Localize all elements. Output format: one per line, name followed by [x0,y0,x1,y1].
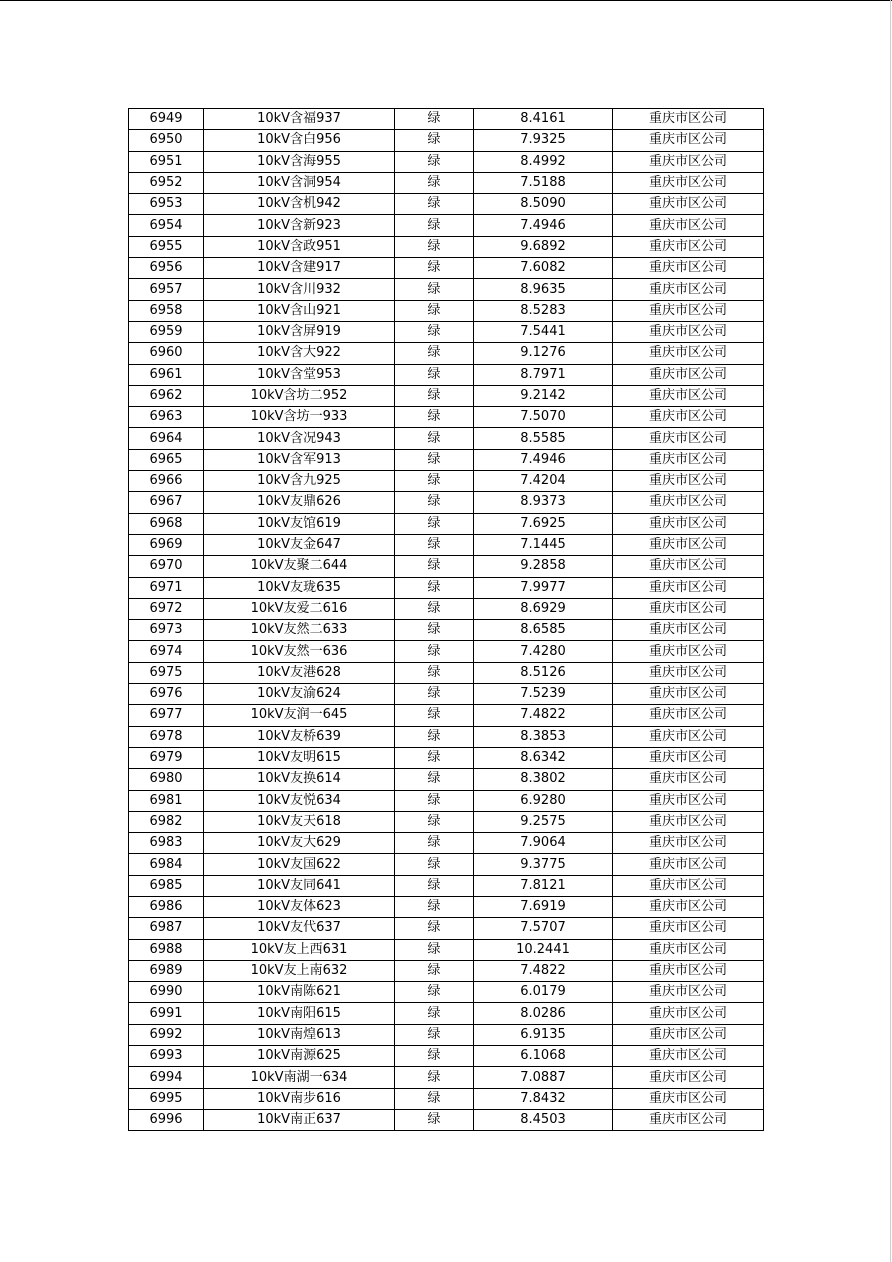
company-cell: 重庆市区公司 [613,556,764,577]
status-cell: 绿 [395,982,474,1003]
table-row [129,471,764,492]
status-cell: 绿 [395,641,474,662]
page-top-border [0,0,892,1]
status-cell: 绿 [395,385,474,406]
value-cell: 7.1445 [474,534,613,555]
table-row [129,151,764,172]
company-cell: 重庆市区公司 [613,918,764,939]
row-id-cell: 6983 [129,833,204,854]
value-cell: 8.4992 [474,151,613,172]
row-id-cell: 6966 [129,471,204,492]
company-cell: 重庆市区公司 [613,428,764,449]
table-row [129,684,764,705]
value-cell: 8.6929 [474,598,613,619]
status-cell: 绿 [395,300,474,321]
line-name-cell: 10kV含海955 [204,151,395,172]
company-cell: 重庆市区公司 [613,620,764,641]
company-cell: 重庆市区公司 [613,854,764,875]
company-cell: 重庆市区公司 [613,343,764,364]
line-name-cell: 10kV友金647 [204,534,395,555]
table-row [129,449,764,470]
status-cell: 绿 [395,194,474,215]
row-id-cell: 6954 [129,215,204,236]
status-cell: 绿 [395,662,474,683]
line-name-cell: 10kV含坊一933 [204,407,395,428]
status-cell: 绿 [395,215,474,236]
row-id-cell: 6965 [129,449,204,470]
row-id-cell: 6990 [129,982,204,1003]
row-id-cell: 6968 [129,513,204,534]
company-cell: 重庆市区公司 [613,1003,764,1024]
line-name-cell: 10kV含洞954 [204,172,395,193]
company-cell: 重庆市区公司 [613,215,764,236]
company-cell: 重庆市区公司 [613,172,764,193]
table-row [129,854,764,875]
line-name-cell: 10kV含军913 [204,449,395,470]
table-row [129,598,764,619]
company-cell: 重庆市区公司 [613,598,764,619]
line-name-cell: 10kV友体623 [204,896,395,917]
status-cell: 绿 [395,449,474,470]
row-id-cell: 6975 [129,662,204,683]
value-cell: 9.3775 [474,854,613,875]
status-cell: 绿 [395,513,474,534]
row-id-cell: 6987 [129,918,204,939]
table-row [129,321,764,342]
row-id-cell: 6984 [129,854,204,875]
line-name-cell: 10kV友渝624 [204,684,395,705]
table-row [129,109,764,130]
status-cell: 绿 [395,471,474,492]
status-cell: 绿 [395,747,474,768]
company-cell: 重庆市区公司 [613,833,764,854]
value-cell: 8.6585 [474,620,613,641]
line-data-table [128,108,764,1131]
table-row [129,577,764,598]
value-cell: 8.0286 [474,1003,613,1024]
status-cell: 绿 [395,343,474,364]
row-id-cell: 6967 [129,492,204,513]
row-id-cell: 6949 [129,109,204,130]
company-cell: 重庆市区公司 [613,385,764,406]
line-name-cell: 10kV友大629 [204,833,395,854]
row-id-cell: 6992 [129,1024,204,1045]
table-row [129,194,764,215]
row-id-cell: 6963 [129,407,204,428]
company-cell: 重庆市区公司 [613,684,764,705]
table-row [129,428,764,449]
status-cell: 绿 [395,1067,474,1088]
line-name-cell: 10kV友代637 [204,918,395,939]
value-cell: 7.6925 [474,513,613,534]
value-cell: 8.4161 [474,109,613,130]
status-cell: 绿 [395,321,474,342]
row-id-cell: 6996 [129,1109,204,1130]
line-name-cell: 10kV南正637 [204,1109,395,1130]
status-cell: 绿 [395,875,474,896]
value-cell: 9.6892 [474,236,613,257]
line-name-cell: 10kV含福937 [204,109,395,130]
status-cell: 绿 [395,769,474,790]
company-cell: 重庆市区公司 [613,1046,764,1067]
row-id-cell: 6959 [129,321,204,342]
value-cell: 7.8432 [474,1088,613,1109]
table-row [129,279,764,300]
line-name-cell: 10kV含况943 [204,428,395,449]
company-cell: 重庆市区公司 [613,151,764,172]
row-id-cell: 6981 [129,790,204,811]
table-row [129,258,764,279]
row-id-cell: 6952 [129,172,204,193]
value-cell: 7.9064 [474,833,613,854]
value-cell: 7.4280 [474,641,613,662]
value-cell: 8.4503 [474,1109,613,1130]
company-cell: 重庆市区公司 [613,300,764,321]
table-row [129,747,764,768]
status-cell: 绿 [395,1088,474,1109]
value-cell: 8.5126 [474,662,613,683]
line-name-cell: 10kV南源625 [204,1046,395,1067]
row-id-cell: 6970 [129,556,204,577]
value-cell: 7.0887 [474,1067,613,1088]
row-id-cell: 6962 [129,385,204,406]
status-cell: 绿 [395,833,474,854]
company-cell: 重庆市区公司 [613,960,764,981]
table-row [129,130,764,151]
value-cell: 7.4204 [474,471,613,492]
value-cell: 7.4946 [474,449,613,470]
value-cell: 8.9373 [474,492,613,513]
row-id-cell: 6957 [129,279,204,300]
table-row [129,513,764,534]
line-name-cell: 10kV友桥639 [204,726,395,747]
status-cell: 绿 [395,1024,474,1045]
row-id-cell: 6989 [129,960,204,981]
row-id-cell: 6991 [129,1003,204,1024]
row-id-cell: 6974 [129,641,204,662]
company-cell: 重庆市区公司 [613,1088,764,1109]
status-cell: 绿 [395,258,474,279]
line-name-cell: 10kV友悦634 [204,790,395,811]
status-cell: 绿 [395,854,474,875]
status-cell: 绿 [395,492,474,513]
company-cell: 重庆市区公司 [613,577,764,598]
value-cell: 7.5707 [474,918,613,939]
line-name-cell: 10kV友港628 [204,662,395,683]
table-row [129,172,764,193]
row-id-cell: 6951 [129,151,204,172]
row-id-cell: 6985 [129,875,204,896]
table-row [129,790,764,811]
row-id-cell: 6976 [129,684,204,705]
line-name-cell: 10kV含屏919 [204,321,395,342]
row-id-cell: 6958 [129,300,204,321]
table-row [129,236,764,257]
row-id-cell: 6950 [129,130,204,151]
line-name-cell: 10kV南陈621 [204,982,395,1003]
table-row [129,918,764,939]
value-cell: 8.7971 [474,364,613,385]
table-row [129,534,764,555]
line-name-cell: 10kV友同641 [204,875,395,896]
table-row [129,641,764,662]
table-row [129,215,764,236]
company-cell: 重庆市区公司 [613,896,764,917]
table-row [129,662,764,683]
value-cell: 9.1276 [474,343,613,364]
table-row [129,769,764,790]
status-cell: 绿 [395,577,474,598]
row-id-cell: 6960 [129,343,204,364]
status-cell: 绿 [395,918,474,939]
table-row [129,1024,764,1045]
line-name-cell: 10kV含九925 [204,471,395,492]
company-cell: 重庆市区公司 [613,236,764,257]
line-name-cell: 10kV友换614 [204,769,395,790]
value-cell: 7.9977 [474,577,613,598]
row-id-cell: 6955 [129,236,204,257]
status-cell: 绿 [395,428,474,449]
table-row [129,343,764,364]
line-name-cell: 10kV含政951 [204,236,395,257]
value-cell: 8.3802 [474,769,613,790]
table-row [129,1088,764,1109]
line-name-cell: 10kV含新923 [204,215,395,236]
line-name-cell: 10kV含山921 [204,300,395,321]
line-name-cell: 10kV友然一636 [204,641,395,662]
row-id-cell: 6971 [129,577,204,598]
company-cell: 重庆市区公司 [613,811,764,832]
value-cell: 6.0179 [474,982,613,1003]
table-row [129,492,764,513]
value-cell: 7.9325 [474,130,613,151]
line-name-cell: 10kV友润一645 [204,705,395,726]
value-cell: 6.9280 [474,790,613,811]
status-cell: 绿 [395,172,474,193]
table-row [129,939,764,960]
value-cell: 7.8121 [474,875,613,896]
table-body [129,109,764,1131]
row-id-cell: 6994 [129,1067,204,1088]
status-cell: 绿 [395,556,474,577]
company-cell: 重庆市区公司 [613,279,764,300]
line-name-cell: 10kV友珑635 [204,577,395,598]
status-cell: 绿 [395,790,474,811]
status-cell: 绿 [395,1109,474,1130]
value-cell: 7.4822 [474,705,613,726]
status-cell: 绿 [395,534,474,555]
status-cell: 绿 [395,726,474,747]
company-cell: 重庆市区公司 [613,492,764,513]
company-cell: 重庆市区公司 [613,534,764,555]
line-name-cell: 10kV含川932 [204,279,395,300]
line-name-cell: 10kV含堂953 [204,364,395,385]
table-row [129,364,764,385]
value-cell: 8.6342 [474,747,613,768]
company-cell: 重庆市区公司 [613,747,764,768]
company-cell: 重庆市区公司 [613,1067,764,1088]
value-cell: 6.1068 [474,1046,613,1067]
company-cell: 重庆市区公司 [613,513,764,534]
company-cell: 重庆市区公司 [613,769,764,790]
row-id-cell: 6961 [129,364,204,385]
line-name-cell: 10kV友然二633 [204,620,395,641]
line-name-cell: 10kV含大922 [204,343,395,364]
value-cell: 8.9635 [474,279,613,300]
table-row [129,1109,764,1130]
row-id-cell: 6982 [129,811,204,832]
status-cell: 绿 [395,684,474,705]
value-cell: 7.4946 [474,215,613,236]
line-name-cell: 10kV含坊二952 [204,385,395,406]
value-cell: 7.5239 [474,684,613,705]
row-id-cell: 6953 [129,194,204,215]
company-cell: 重庆市区公司 [613,407,764,428]
line-name-cell: 10kV含白956 [204,130,395,151]
row-id-cell: 6980 [129,769,204,790]
table-row [129,875,764,896]
company-cell: 重庆市区公司 [613,1024,764,1045]
value-cell: 7.5188 [474,172,613,193]
status-cell: 绿 [395,811,474,832]
status-cell: 绿 [395,151,474,172]
line-name-cell: 10kV友聚二644 [204,556,395,577]
page-right-border [890,0,891,1262]
row-id-cell: 6979 [129,747,204,768]
company-cell: 重庆市区公司 [613,130,764,151]
status-cell: 绿 [395,364,474,385]
value-cell: 9.2142 [474,385,613,406]
value-cell: 9.2575 [474,811,613,832]
row-id-cell: 6993 [129,1046,204,1067]
table-row [129,1046,764,1067]
table-row [129,620,764,641]
status-cell: 绿 [395,130,474,151]
line-name-cell: 10kV友天618 [204,811,395,832]
line-name-cell: 10kV南阳615 [204,1003,395,1024]
value-cell: 8.3853 [474,726,613,747]
table-row [129,300,764,321]
line-name-cell: 10kV友上南632 [204,960,395,981]
table-row [129,811,764,832]
status-cell: 绿 [395,598,474,619]
table-row [129,726,764,747]
company-cell: 重庆市区公司 [613,662,764,683]
company-cell: 重庆市区公司 [613,726,764,747]
row-id-cell: 6972 [129,598,204,619]
line-name-cell: 10kV南步616 [204,1088,395,1109]
company-cell: 重庆市区公司 [613,705,764,726]
table-row [129,960,764,981]
row-id-cell: 6986 [129,896,204,917]
line-name-cell: 10kV友爱二616 [204,598,395,619]
company-cell: 重庆市区公司 [613,258,764,279]
line-name-cell: 10kV含建917 [204,258,395,279]
company-cell: 重庆市区公司 [613,641,764,662]
company-cell: 重庆市区公司 [613,982,764,1003]
table-row [129,1067,764,1088]
value-cell: 9.2858 [474,556,613,577]
company-cell: 重庆市区公司 [613,364,764,385]
value-cell: 8.5090 [474,194,613,215]
status-cell: 绿 [395,279,474,300]
status-cell: 绿 [395,705,474,726]
row-id-cell: 6969 [129,534,204,555]
table-row [129,385,764,406]
row-id-cell: 6995 [129,1088,204,1109]
value-cell: 6.9135 [474,1024,613,1045]
status-cell: 绿 [395,236,474,257]
line-name-cell: 10kV友明615 [204,747,395,768]
table-row [129,896,764,917]
status-cell: 绿 [395,1003,474,1024]
line-name-cell: 10kV含机942 [204,194,395,215]
line-name-cell: 10kV友鼎626 [204,492,395,513]
table-row [129,705,764,726]
status-cell: 绿 [395,407,474,428]
company-cell: 重庆市区公司 [613,194,764,215]
status-cell: 绿 [395,109,474,130]
row-id-cell: 6956 [129,258,204,279]
table-row [129,1003,764,1024]
company-cell: 重庆市区公司 [613,875,764,896]
status-cell: 绿 [395,896,474,917]
status-cell: 绿 [395,939,474,960]
company-cell: 重庆市区公司 [613,1109,764,1130]
row-id-cell: 6973 [129,620,204,641]
status-cell: 绿 [395,1046,474,1067]
line-name-cell: 10kV友国622 [204,854,395,875]
table-row [129,982,764,1003]
company-cell: 重庆市区公司 [613,109,764,130]
status-cell: 绿 [395,620,474,641]
table-row [129,407,764,428]
company-cell: 重庆市区公司 [613,449,764,470]
value-cell: 7.4822 [474,960,613,981]
line-name-cell: 10kV友馆619 [204,513,395,534]
company-cell: 重庆市区公司 [613,790,764,811]
value-cell: 8.5585 [474,428,613,449]
line-name-cell: 10kV友上西631 [204,939,395,960]
company-cell: 重庆市区公司 [613,939,764,960]
company-cell: 重庆市区公司 [613,321,764,342]
table-row [129,833,764,854]
line-name-cell: 10kV南湖一634 [204,1067,395,1088]
value-cell: 10.2441 [474,939,613,960]
value-cell: 7.5441 [474,321,613,342]
value-cell: 7.6082 [474,258,613,279]
company-cell: 重庆市区公司 [613,471,764,492]
value-cell: 7.6919 [474,896,613,917]
table-row [129,556,764,577]
value-cell: 8.5283 [474,300,613,321]
line-name-cell: 10kV南煌613 [204,1024,395,1045]
row-id-cell: 6988 [129,939,204,960]
status-cell: 绿 [395,960,474,981]
row-id-cell: 6978 [129,726,204,747]
row-id-cell: 6977 [129,705,204,726]
value-cell: 7.5070 [474,407,613,428]
row-id-cell: 6964 [129,428,204,449]
